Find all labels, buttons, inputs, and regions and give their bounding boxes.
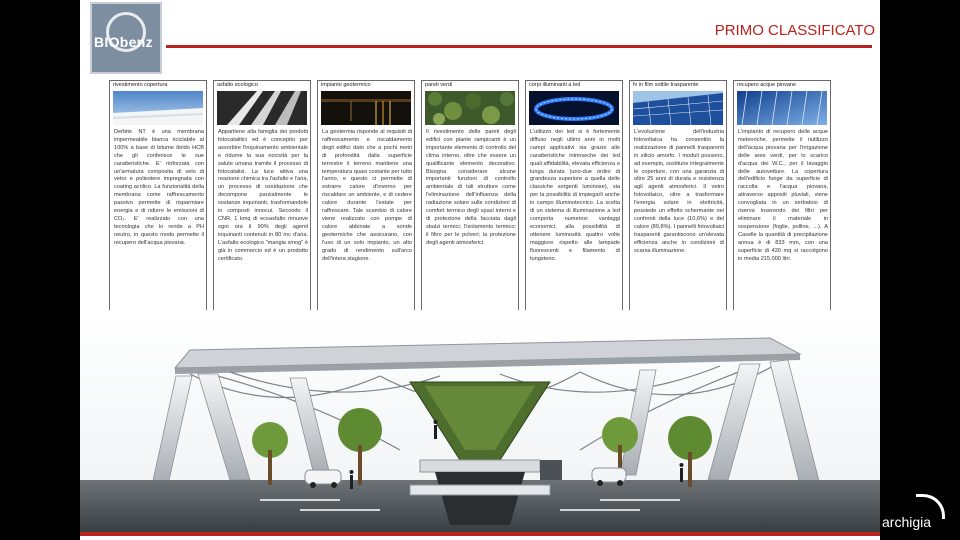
solar-panel-photo [633, 91, 723, 125]
header-divider [166, 45, 872, 48]
panel-pareti-verdi [421, 80, 519, 330]
panel-body: Derbite NT è una membrana impermeabile bianca riciclabile al 100% a base di bitume ibrido HCB che gli conferisce le sue caratteristiche. E' rinforzata con un'armatura composita di velo di vetro e poliestere impregnata con coating acrilico. La funzionalità della membrana come raffrescamento passivo permette di risparmiare energia e di ridurre le emissioni di CO₂. E' realizzato con una tecnologia che lo rende a PH neutro, in questo modo permette il recupero dell'acqua piovana. [114, 129, 204, 246]
panel-body: La geotermia risponde al requisiti di raffrescamento e riscaldamento degli edifici dato che a pochi metri di profondità dalla superficie terrestre il terreno mantiene una temperatura quasi costante per tutto l'anno, e questo ci permette di estrarre calore d'inverno per riscaldare un ambiente, e di cedere calore durante l'estate per raffrescare. Tale scambio di calore viene realizzato con pompe di calore abbinate a sonde geotermiche che assicurano, con l'uso di un solo impianto, un alto grado di rendimento sull'arco dell'intera stagione. [322, 129, 412, 262]
geothermal-photo [321, 91, 411, 125]
canopy-building-render [80, 310, 880, 532]
logo-text: BIObenz [94, 34, 153, 50]
panel-body: L'utilizzo dei led si è fortemente diffuso negli ultimi anni in molti campi applicativi sia grazie alle caratteristiche intrinseche dei led quali affidabilità, elevata efficienza e lunga durata (uno-due ordini di grandezza superiore a quella delle classiche sorgenti luminose), sia per la possibilità di impiegarli anche in campo illuminotecnico. La scelta di un sistema di illuminazione a led comporta numerosi vantaggi economici, alla possibilità di ottenere luminosità quattro volte maggiore rispetto alle lampade fluorescenti e filamento di tungsteno. [530, 129, 620, 262]
page-title: PRIMO CLASSIFICATO [714, 22, 875, 39]
panel-corpi-illuminanti-a-led [525, 80, 623, 330]
panel-label: pareti verdi [425, 82, 453, 88]
panel-body: Il rivestimento delle pareti degli edifici con piante rampicanti è un importante elemento di controllo del clima interno, oltre che essere un qualificante elemento decorativo. Bisogna considerare alcune importanti funzioni di controllo ambientale di tali strutture come l'eliminazione dell'influenza della radiazione solare sulle condizioni di comfort termico degli spazi interni e di protezione della facciata dagli sbalzi termici; l'isolamento termico; il filtro per le polveri; la protezione degli agenti atmosferici. [426, 129, 516, 246]
panel-asfalto-ecologico [213, 80, 311, 330]
roof-membrane-photo [113, 91, 203, 125]
panel-label: rivestimento copertura [113, 82, 168, 88]
panel-label: impianto geotermico [321, 82, 371, 88]
panel-label: fv in film sottile trasparente [633, 82, 699, 88]
archigia-brand-text: archigia [882, 514, 932, 530]
archigia-logo [880, 488, 960, 538]
panel-body: L'evoluzione dell'industria fotovoltaica ha consentito la realizzazione di pannelli trasparenti in silicio amorfo. I moduli possono, ad esempio, sostituire integralmente le coperture, con una garanzia di oltre 25 anni di durata e resistenza agli agenti atmosferici. Il vetro fotovoltaico, oltre a trasformare l'energia solare in elettricità, possiede un effetto schermante nei confronti della luce (10,6%) e del calore (89,8%). I pannelli fotovoltaici trasparenti garantiscono un'elevata efficienza anche in condizioni di scarsa illuminazione. [634, 129, 724, 254]
panel-label: recupero acque piovane [737, 82, 797, 88]
asphalt-photo [217, 91, 307, 125]
biobenz-logo [90, 2, 162, 74]
panel-body: Appartiene alla famiglia dei prodotti fotocatalitici ed è concepito per assorbire l'inquinamento ambientale e ridurne la sua nocività per la salute umana tramite il processo di fotocatalisi. La luce attiva una reazione chimica tra l'asfalto e l'aria, un processo di ossidazione che decompone parzialmente le sostanze inquinanti, trasformandole in composti innocui. Secondo il CNR, 1 kmq di ecoasfalto rimuove ogni ora il 90% degli agenti inquinanti contenuti in 80 mc d'aria. L'asfalto ecologico "mangia smog" è già in commercio ed è un prodotto certificato. [218, 129, 308, 262]
panel-fv-in-film-sottile-trasparente [629, 80, 727, 330]
green-wall-photo [425, 91, 515, 125]
panel-label: corpi illuminanti a led [529, 82, 581, 88]
rainwater-photo [737, 91, 827, 125]
footer-divider [80, 532, 880, 536]
panel-body: L'impianto di recupero delle acque meteoriche, permette il riutilizzo dell'acqua piovana per l'irrigazione delle aree verdi, per lo scarico d'acqua dei W.C., per il lavaggio delle autovetture. La copertura dell'edificio funge da superficie di raccolta e l'acqua piovana, attraverso appositi pluviali, viene convogliata in un serbatoio di riserva inserendo dei filtri per eliminare il materiale in sospensione (foglie, polline, ...). A Caselle la quantità di precipitazione annua è di 833 mm, con una superficie di 430 mq si raccolgono in media 215.000 litri. [738, 129, 828, 262]
panel-label: asfalto ecologico [217, 82, 258, 88]
panel-impianto-geotermico [317, 80, 415, 330]
slide [80, 0, 880, 540]
led-strip-photo [529, 91, 619, 125]
panel-recupero-acque-piovane [733, 80, 831, 330]
panel-rivestimento-copertura [109, 80, 207, 330]
